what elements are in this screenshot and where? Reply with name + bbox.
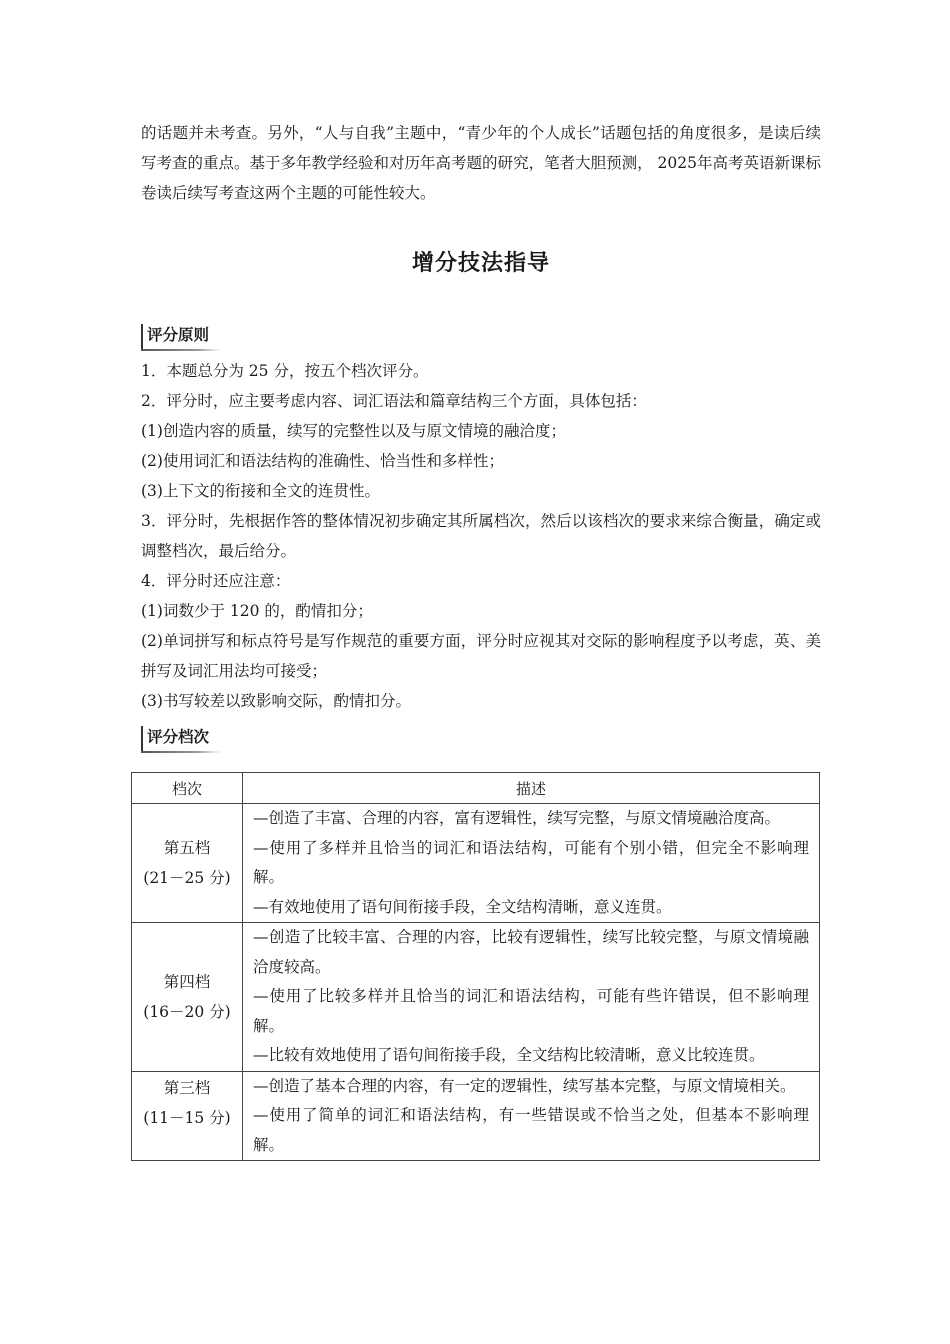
level-range: (16－20 分) (143, 1002, 231, 1021)
level-range: (11－15 分) (143, 1108, 231, 1127)
rule-item: (1)创造内容的质量，续写的完整性以及与原文情境的融洽度； (141, 422, 566, 440)
level-cell (132, 923, 243, 1072)
intro-section (141, 118, 821, 208)
rule-item: (1)词数少于 120 的，酌情扣分； (141, 602, 373, 620)
level-cell (132, 1071, 243, 1161)
scoring-rules-list (141, 356, 821, 716)
rule-item: (2)使用词汇和语法结构的准确性、恰当性和多样性； (141, 452, 504, 470)
rule-item: (3)书写较差以致影响交际，酌情扣分。 (141, 692, 411, 710)
level-range: (21－25 分) (143, 869, 231, 887)
description-cell (243, 804, 820, 923)
description-line: —创造了丰富、合理的内容，富有逻辑性，续写完整，与原文情境融洽度高。 (253, 809, 781, 827)
rule-item: 4．评分时还应注意： (141, 572, 291, 590)
table-header-description: 描述 (243, 773, 820, 804)
description-line: —使用了比较多样并且恰当的词汇和语法结构，可能有些许错误，但不影响理解。 (253, 987, 809, 1035)
document-page (141, 118, 821, 750)
level-name: 第四档 (163, 972, 211, 991)
description-line: —比较有效地使用了语句间衔接手段，全文结构比较清晰，意义比较连贯。 (253, 1046, 765, 1064)
description-line: —创造了比较丰富、合理的内容，比较有逻辑性，续写比较完整，与原文情境融洽度较高。 (253, 928, 809, 976)
rule-item: (3)上下文的衔接和全文的连贯性。 (141, 482, 380, 500)
intro-paragraph: 的话题并未考查。另外，“人与自我”主题中，“青少年的个人成长”话题包括的角度很多，是读后续写考查的重点。基于多年教学经验和对历年高考题的研究，笔者大胆预测， 2025年高考英语新课标卷读后续写考查这两个主题的可能性较大。 (141, 124, 821, 202)
table-header-row (132, 773, 820, 804)
section-heading-scoring-principles: 评分原则 (141, 322, 215, 348)
description-line: —使用了多样并且恰当的词汇和语法结构，可能有个别小错，但完全不影响理解。 (253, 838, 809, 886)
description-line: —有效地使用了语句间衔接手段，全文结构清晰，意义连贯。 (253, 897, 672, 916)
rule-item: (2)单词拼写和标点符号是写作规范的重要方面，评分时应视其对交际的影响程度予以考虑，英、美拼写及词汇用法均可接受； (141, 632, 821, 680)
rule-item: 1．本题总分为 25 分，按五个档次评分。 (141, 362, 429, 380)
table-row (132, 804, 820, 923)
rule-item: 2．评分时，应主要考虑内容、词汇语法和篇章结构三个方面，具体包括： (141, 392, 647, 410)
section-heading-scoring-levels: 评分档次 (141, 724, 215, 750)
description-line: —创造了基本合理的内容，有一定的逻辑性，续写基本完整，与原文情境相关。 (253, 1076, 796, 1095)
table-row (132, 923, 820, 1072)
level-name: 第五档 (163, 839, 211, 857)
level-name: 第三档 (163, 1078, 211, 1097)
table-row (132, 1071, 820, 1161)
scoring-levels-table (131, 772, 820, 1161)
main-title: 增分技法指导 (411, 251, 550, 276)
description-cell (243, 1071, 820, 1161)
level-cell (132, 804, 243, 923)
table-header-level: 档次 (132, 773, 243, 804)
rule-item: 3．评分时，先根据作答的整体情况初步确定其所属档次，然后以该档次的要求来综合衡量，确定或调整档次，最后给分。 (141, 512, 821, 560)
description-line: —使用了简单的词汇和语法结构，有一些错误或不恰当之处，但基本不影响理解。 (253, 1106, 809, 1154)
description-cell (243, 923, 820, 1072)
